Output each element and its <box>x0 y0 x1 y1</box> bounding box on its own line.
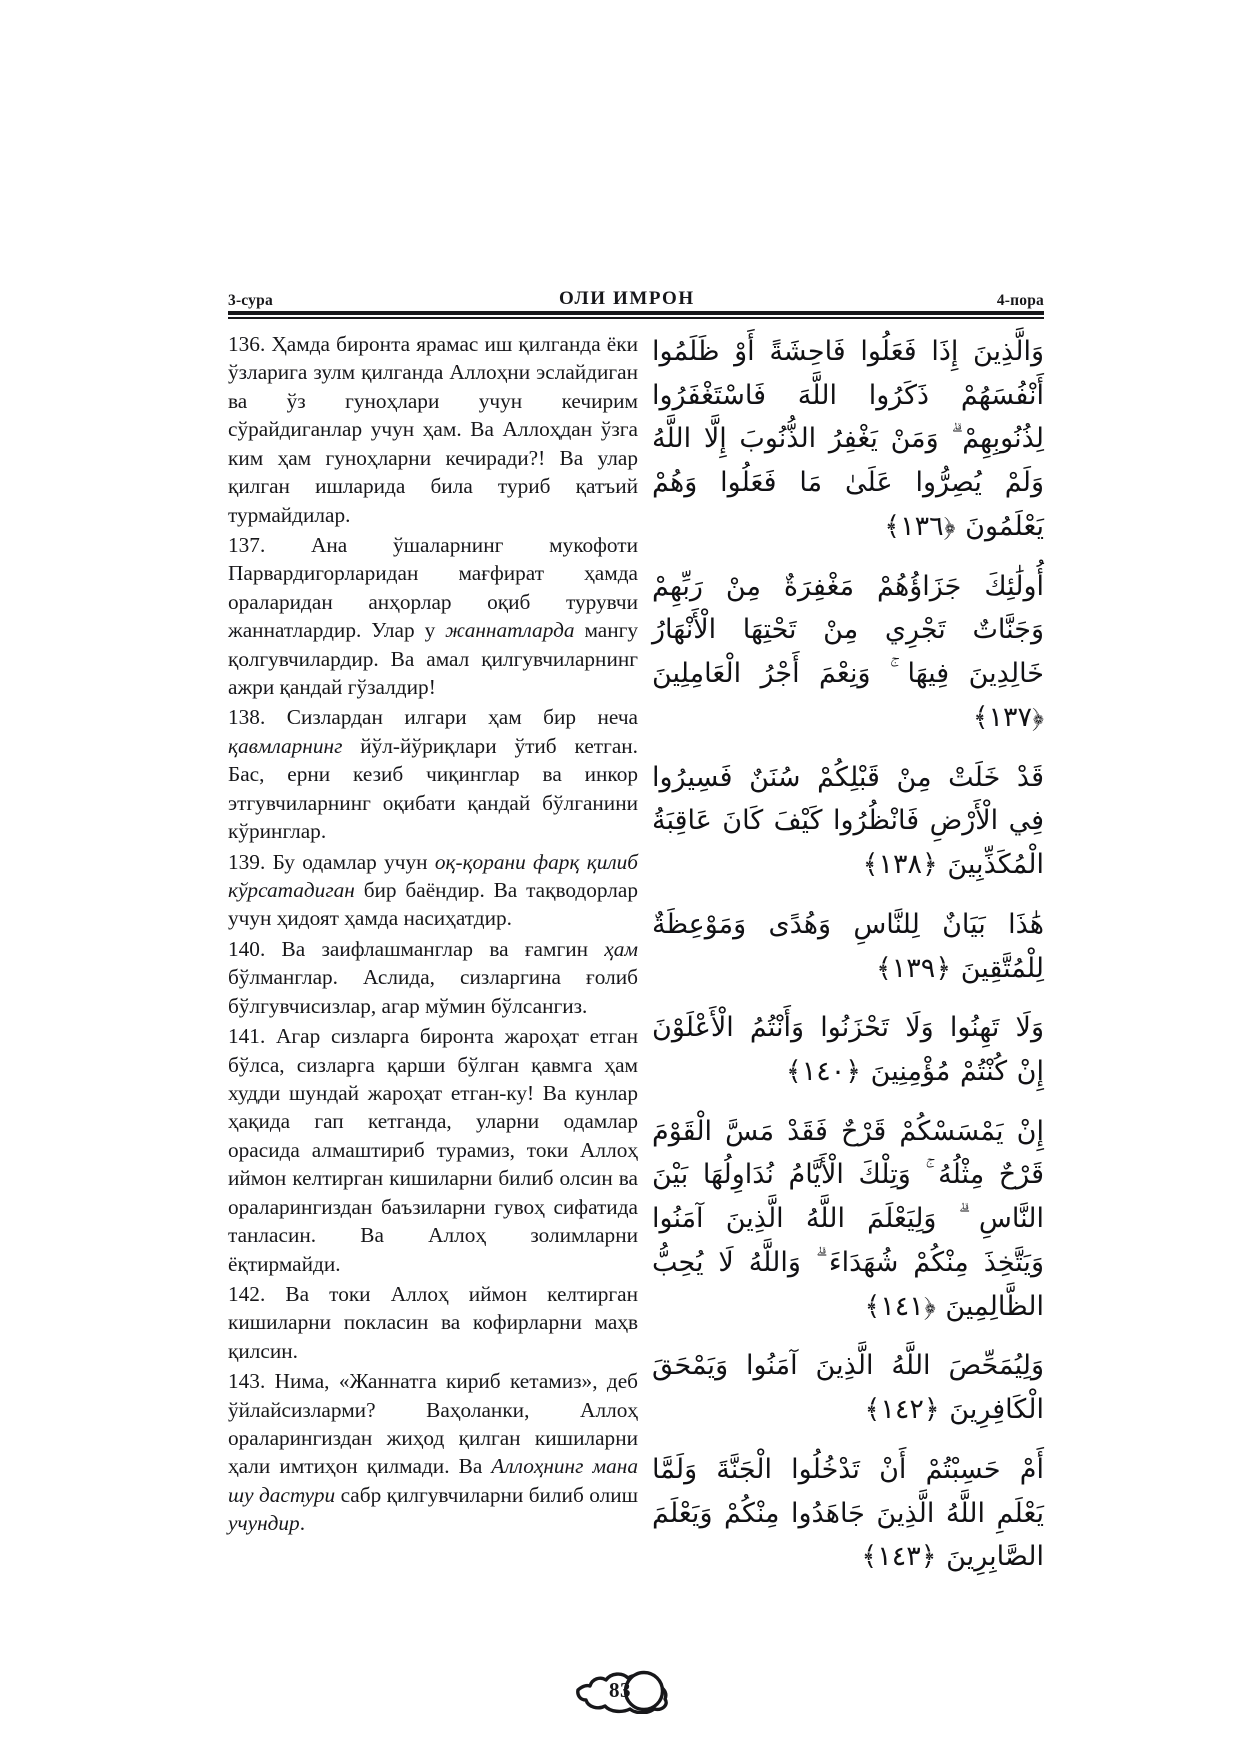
header-rule-thin <box>228 317 1044 319</box>
emphasis-run: ҳам <box>604 936 638 961</box>
verse-number: 139. <box>228 849 266 874</box>
ayah-block: وَلَا تَهِنُوا وَلَا تَحْزَنُوا وَأَنْتُمُ الْأَعْلَوْنَ إِنْ كُنْتُمْ مُؤْمِنِينَ ﴿١٤٠﴾ <box>652 1012 1044 1088</box>
arabic-text-column <box>652 330 1044 1579</box>
translation-paragraph <box>228 935 638 1020</box>
header-sura-title: ОЛИ ИМРОН <box>559 288 695 309</box>
text-run: сабр қилгувчиларни билиб олиш <box>335 1482 639 1507</box>
verse-number: 143. <box>228 1369 266 1394</box>
page-number: 83 <box>609 1677 631 1702</box>
emphasis-run: жаннатларда <box>445 618 575 643</box>
two-column-body <box>228 330 1044 1630</box>
text-run: . <box>299 1511 306 1536</box>
ayah-block: وَالَّذِينَ إِذَا فَعَلُوا فَاحِشَةً أَوْ ظَلَمُوا أَنْفُسَهُمْ ذَكَرُوا اللَّهَ فَاسْتَغْفَرُوا لِذُنُوبِهِمْ ۗ وَمَنْ يَغْفِرُ الذُّنُوبَ إِلَّا اللَّهُ وَلَمْ يُصِرُّوا عَلَىٰ مَا فَعَلُوا وَهُمْ يَعْلَمُونَ ﴿١٣٦﴾ <box>652 336 1044 542</box>
translation-paragraph <box>228 330 638 529</box>
text-run: бир баёндир. Ва тақводорлар учун ҳидоят ҳамда насиҳатдир. <box>228 878 638 931</box>
ayah-block: أُولَٰئِكَ جَزَاؤُهُمْ مَغْفِرَةٌ مِنْ رَبِّهِمْ وَجَنَّاتٌ تَجْرِي مِنْ تَحْتِهَا الْأَنْهَارُ خَالِدِينَ فِيهَا ۚ وَنِعْمَ أَجْرُ الْعَامِلِينَ ﴿١٣٧﴾ <box>652 570 1044 733</box>
text-run: Ва заифлашманглар ва ғамгин <box>265 936 605 961</box>
ayah-block: قَدْ خَلَتْ مِنْ قَبْلِكُمْ سُنَنٌ فَسِيرُوا فِي الْأَرْضِ فَانْظُرُوا كَيْفَ كَانَ عَاقِبَةُ الْمُكَذِّبِينَ ﴿١٣٨﴾ <box>652 761 1044 881</box>
text-run: Ана ўшаларнинг мукофоти Парвардигорларидан мағфират ҳамда ораларидан анҳорлар оқиб турувчи жаннатлардир. Улар у <box>228 532 638 643</box>
ayah-block: أَمْ حَسِبْتُمْ أَنْ تَدْخُلُوا الْجَنَّةَ وَلَمَّا يَعْلَمِ اللَّهُ الَّذِينَ جَاهَدُوا مِنْكُمْ وَيَعْلَمَ الصَّابِرِينَ ﴿١٤٣﴾ <box>652 1453 1044 1573</box>
text-run: Нима, «Жаннатга кириб кетамиз», деб ўйлайсизларми? Ваҳоланки, Аллоҳ ораларингиздан жиҳод қилган кишиларни ҳали имтиҳон қилмади. Ва <box>228 1369 638 1479</box>
text-run: Ва токи Аллоҳ иймон келтирган кишиларни покласин ва кофирларни маҳв қилсин. <box>228 1281 638 1363</box>
translation-paragraph <box>228 531 638 702</box>
text-run: йўл-йўриқлари ўтиб кетган. Бас, ерни кезиб чиқинглар ва инкор этгувчиларнинг оқибати қандай бўлганини кўринглар. <box>228 733 638 844</box>
verse-number: 141. <box>228 1024 266 1049</box>
emphasis-run: оқ-қорани фарқ қилиб кўрсатадиган <box>228 849 639 903</box>
emphasis-run: Аллоҳнинг мана шу дастури <box>228 1454 638 1507</box>
header-juz-label: 4-пора <box>996 291 1044 309</box>
translation-paragraph <box>228 848 638 933</box>
verse-number: 140. <box>228 936 266 961</box>
page-footer <box>0 1662 1240 1718</box>
text-run: Ҳамда биронта ярамас иш қилганда ёки ўзларига зулм қилганда Аллоҳни эслайдиган ва ўз гуноҳлари учун кечирим сўрайдиганлар учун ҳам. Ва Аллоҳдан ўзга ким ҳам гуноҳларни кечиради?! Ва улар қилган ишларида била туриб қатъий турмайдилар. <box>228 332 638 527</box>
text-run: Бу одамлар учун <box>265 849 435 874</box>
ayah-block: وَلِيُمَحِّصَ اللَّهُ الَّذِينَ آمَنُوا وَيَمْحَقَ الْكَافِرِينَ ﴿١٤٢﴾ <box>652 1350 1044 1426</box>
emphasis-run: қавмларнинг <box>228 733 343 758</box>
text-run: Сизлардан илгари ҳам бир неча <box>265 705 638 730</box>
folio-ornament <box>558 1666 682 1714</box>
verse-number: 138. <box>228 705 266 730</box>
header-sura-label: 3-сура <box>228 291 273 309</box>
translation-paragraph <box>228 1367 638 1538</box>
ayah-block: إِنْ يَمْسَسْكُمْ قَرْحٌ فَقَدْ مَسَّ الْقَوْمَ قَرْحٌ مِثْلُهُ ۚ وَتِلْكَ الْأَيَّامُ نُدَاوِلُهَا بَيْنَ النَّاسِ ۗ وَلِيَعْلَمَ اللَّهُ الَّذِينَ آمَنُوا وَيَتَّخِذَ مِنْكُمْ شُهَدَاءَ ۗ وَاللَّهُ لَا يُحِبُّ الظَّالِمِينَ ﴿١٤١﴾ <box>652 1115 1044 1322</box>
verse-number: 136. <box>228 332 266 356</box>
verse-number: 142. <box>228 1281 266 1306</box>
header-rule-thick <box>228 311 1044 315</box>
emphasis-run: учундир <box>228 1511 300 1536</box>
translation-paragraph <box>228 1022 638 1278</box>
text-run: Агар сизларга биронта жароҳат етган бўлса, сизларга қарши бўлган қавмга ҳам худди шундай жароҳат етган-ку! Ва кунлар ҳақида гап кетганда, уларни одамлар орасида алмаштириб турамиз, токи Аллоҳ иймон келтирган кишиларни билиб олсин ва ораларингиздан баъзиларни гувоҳ сифатида танласин. Ва Аллоҳ золимларни ёқтирмайди. <box>228 1024 638 1276</box>
uzbek-translation-column <box>228 330 638 1540</box>
text-run: бўлманглар. Аслида, сизларгина ғолиб бўлгувчисизлар, агар мўмин бўлсангиз. <box>228 965 638 1018</box>
translation-paragraph <box>228 703 638 845</box>
translation-paragraph <box>228 1280 638 1365</box>
ayah-block: هَٰذَا بَيَانٌ لِلنَّاسِ وَهُدًى وَمَوْعِظَةٌ لِلْمُتَّقِينَ ﴿١٣٩﴾ <box>652 908 1044 984</box>
running-header <box>228 282 1044 308</box>
verse-number: 137. <box>228 532 266 557</box>
text-run: мангу қолгувчилардир. Ва амал қилгувчиларнинг ажри қандай гўзалдир! <box>228 618 639 700</box>
